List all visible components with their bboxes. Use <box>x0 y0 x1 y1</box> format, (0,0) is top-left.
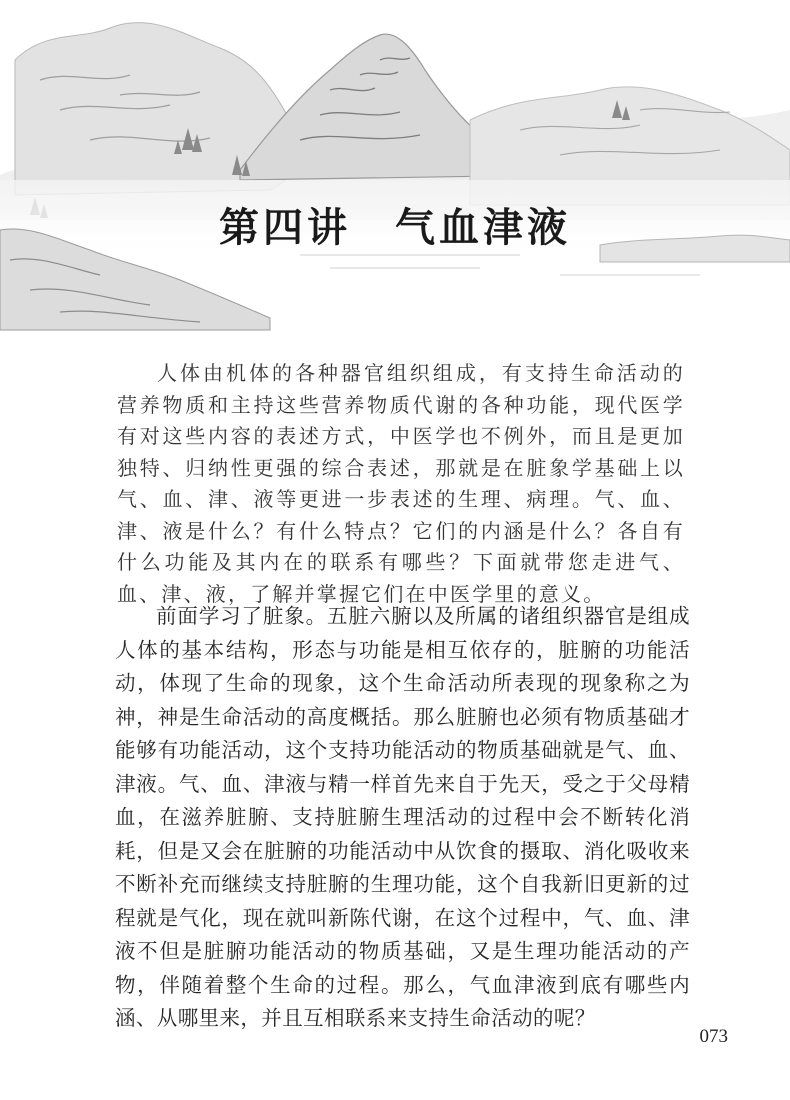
page-number: 073 <box>699 1026 728 1047</box>
chapter-banner <box>0 0 790 340</box>
body-paragraph: 前面学习了脏象。五脏六腑以及所属的诸组织器官是组成人体的基本结构，形态与功能是相互依存的，脏腑的功能活动，体现了生命的现象，这个生命活动所表现的现象称之为神，神是生命活动的高度概括。那么脏腑也必须有物质基础才能够有功能活动，这个支持功能活动的物质基础就是气、血、津液。气、血、津液与精一样首先来自于先天，受之于父母精血，在滋养脏腑、支持脏腑生理活动的过程中会不断转化消耗，但是又会在脏腑的功能活动中从饮食的摄取、消化吸收来不断补充而继续支持脏腑的生理功能，这个自我新旧更新的过程就是气化，现在就叫新陈代谢，在这个过程中，气、血、津液不但是脏腑功能活动的物质基础，又是生理功能活动的产物，伴随着整个生命的过程。那么，气血津液到底有哪些内涵、从哪里来，并且互相联系来支持生命活动的呢？ <box>115 604 690 1030</box>
chapter-title: 第四讲 气血津液 <box>219 204 571 251</box>
intro-paragraph: 人体由机体的各种器官组织组成，有支持生命活动的营养物质和主持这些营养物质代谢的各种功能，现代医学有对这些内容的表述方式，中医学也不例外，而且是更加独特、归纳性更强的综合表述，那就是在脏象学基础上以气、血、津、液等更进一步表述的生理、病理。气、血、津、液是什么？有什么特点？它们的内涵是什么？各自有什么功能及其内在的联系有哪些？下面就带您走进气、血、津、液，了解并掌握它们在中医学里的意义。 <box>117 361 685 606</box>
ink-landscape-mountains-icon <box>0 0 790 340</box>
